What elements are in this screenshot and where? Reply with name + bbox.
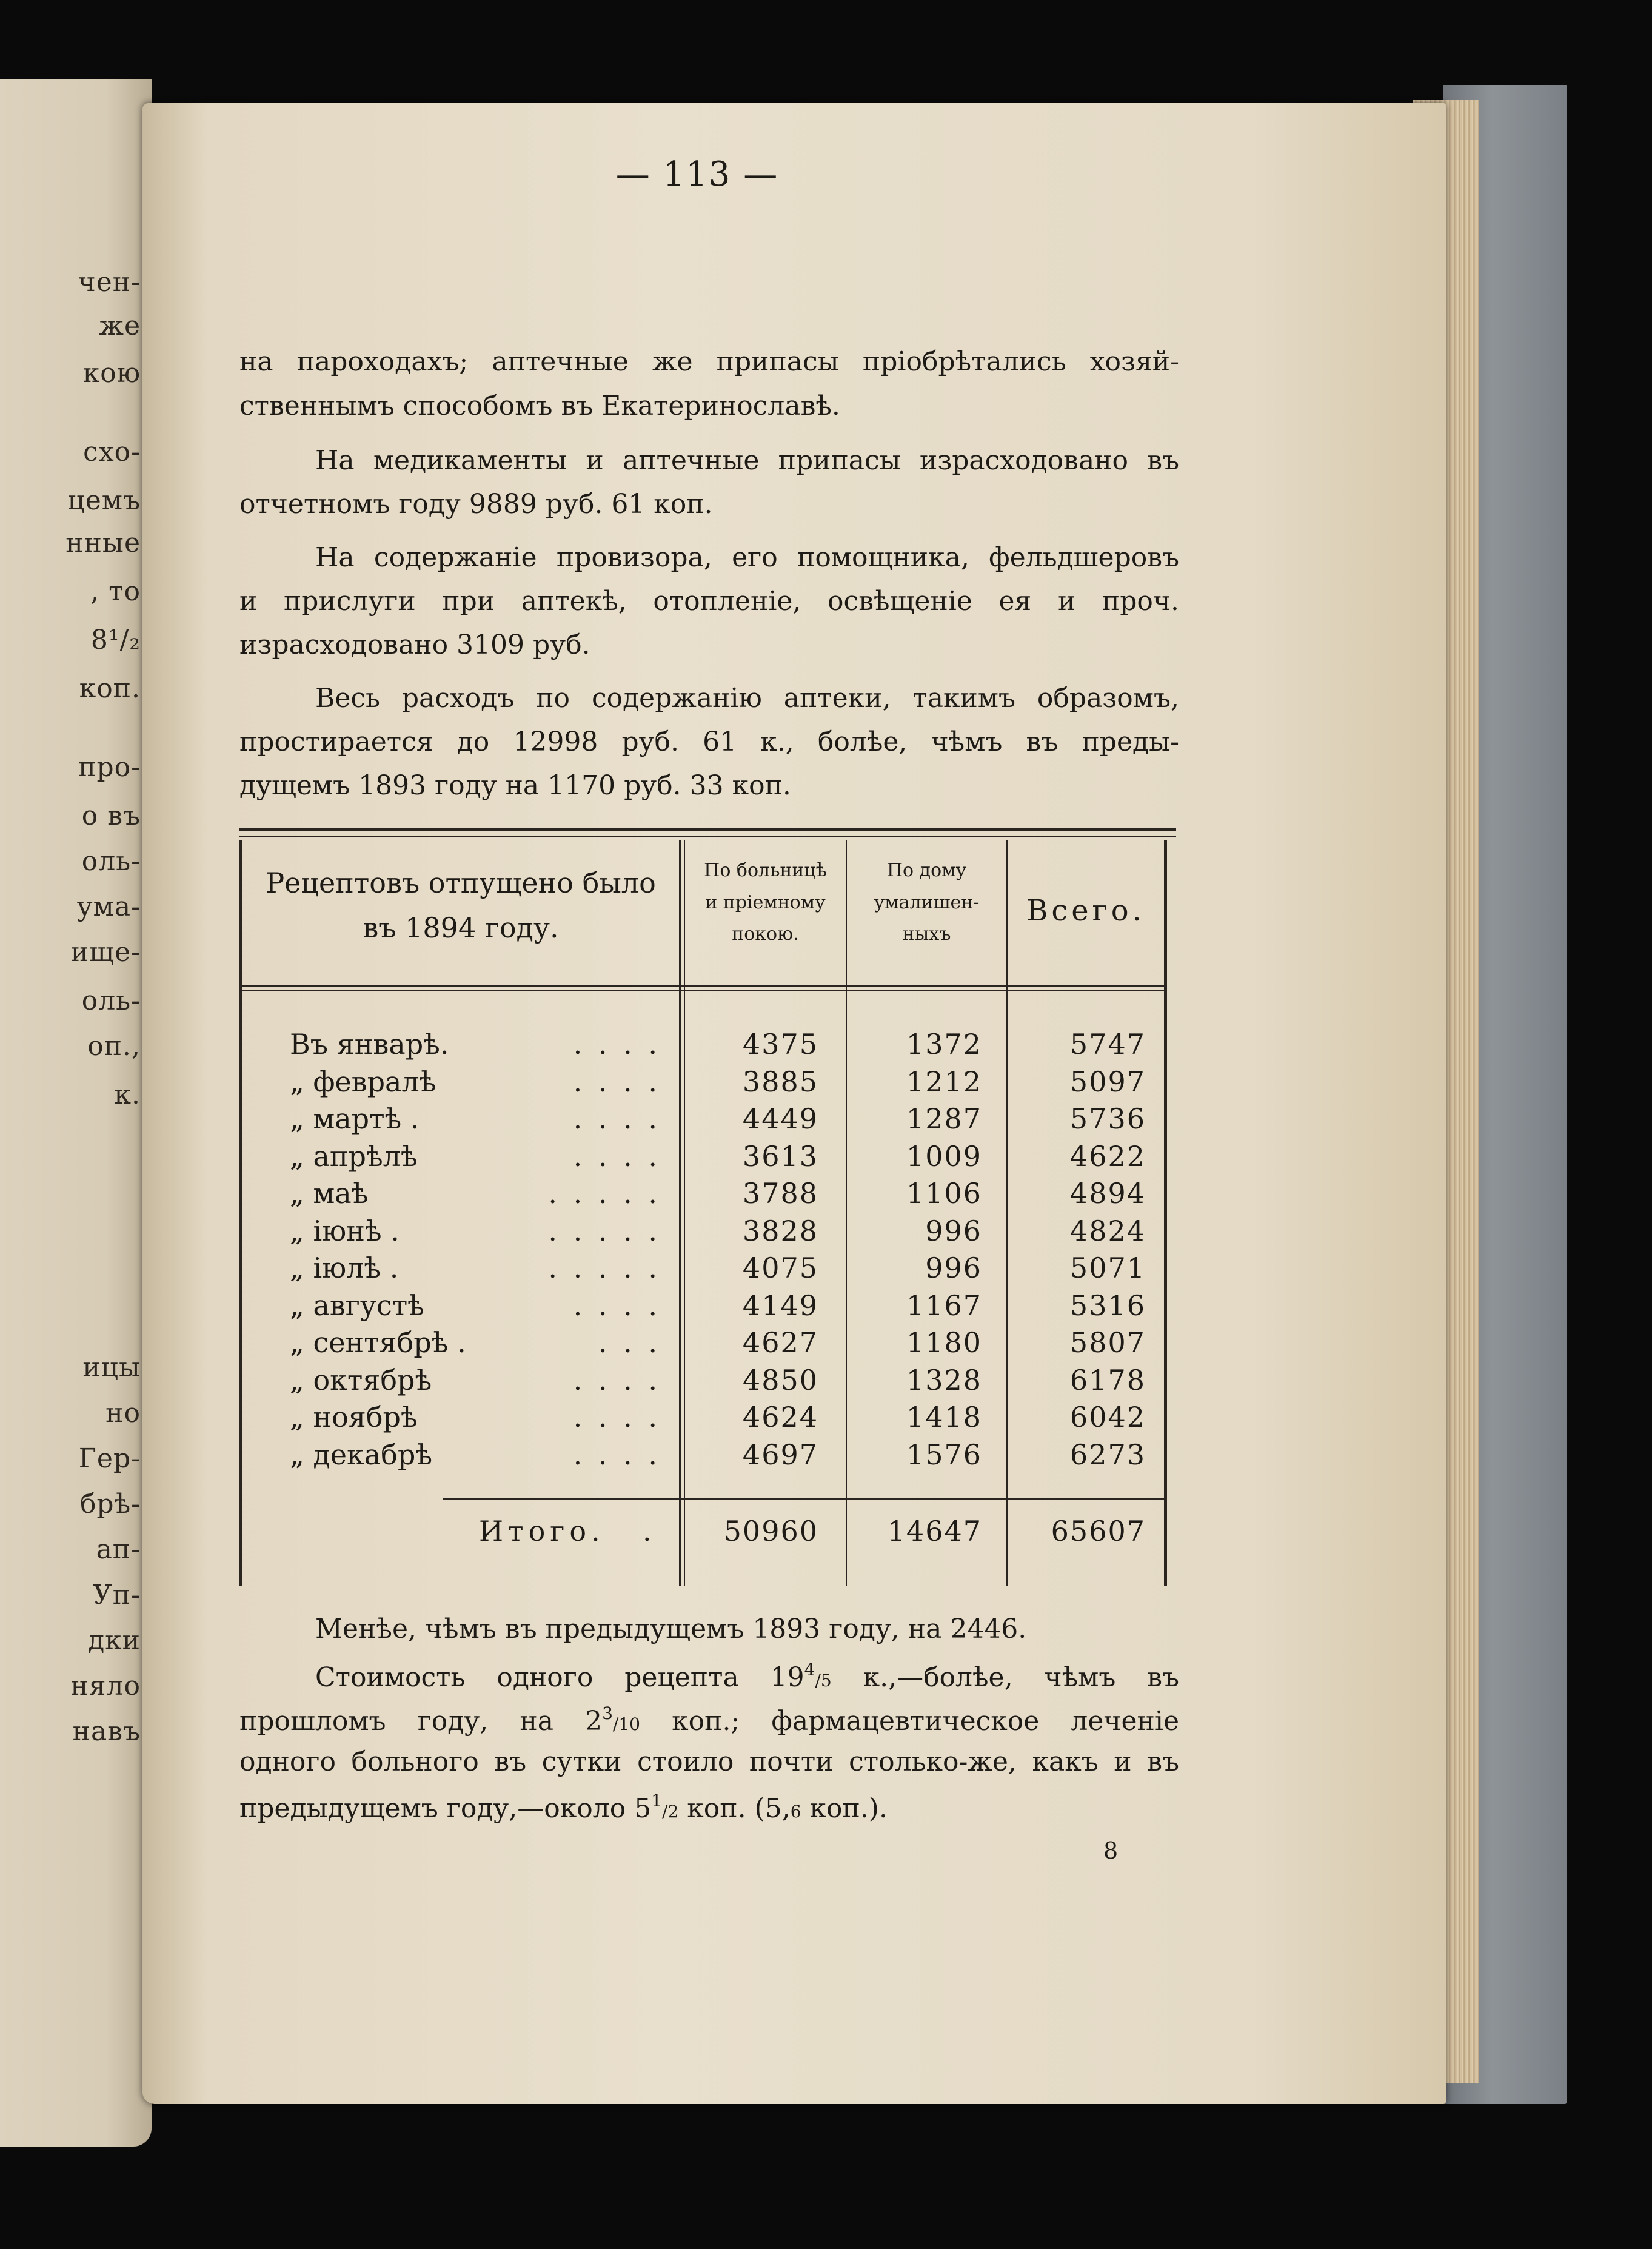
left-page-fragment: чен-	[78, 267, 141, 298]
fraction-num: 3	[602, 1703, 613, 1723]
fraction-den: /2	[662, 1802, 679, 1822]
left-page-fragment: но	[105, 1398, 141, 1429]
row-dots: . . . .	[573, 1102, 661, 1135]
table-header-label-line1: Рецептовъ отпущено было	[266, 866, 656, 899]
left-page-fragment: про-	[78, 752, 141, 783]
left-page-fragment: ума-	[76, 891, 141, 922]
table-header-hospital	[685, 855, 846, 951]
table-col-rule-1b	[684, 840, 685, 1586]
left-page-fragment: , то	[90, 576, 141, 607]
row-dots: . . .	[598, 1326, 661, 1359]
row-asylum: 996	[925, 1215, 982, 1247]
row-total: 6273	[1069, 1438, 1146, 1471]
table-left-rule	[239, 840, 242, 1586]
row-asylum: 1180	[906, 1326, 982, 1359]
paragraph-line: простирается до 12998 руб. 61 к., болѣе, чѣмъ въ преды-	[239, 726, 1179, 757]
row-dots: . . . .	[573, 1289, 661, 1322]
header-line: умалишен-	[874, 891, 980, 913]
paragraph-line: На содержаніе провизора, его помощника, фельдшеровъ	[315, 542, 1179, 573]
paragraph-line: израсходовано 3109 руб.	[239, 629, 590, 660]
table-header-rule	[239, 985, 1167, 987]
left-page-fragment: Уп-	[93, 1580, 141, 1610]
row-total: 6042	[1069, 1401, 1146, 1433]
row-hospital: 4697	[742, 1438, 818, 1471]
fraction-den: /5	[815, 1671, 832, 1691]
row-dots: . . . . .	[548, 1215, 661, 1247]
total-dot: .	[643, 1515, 652, 1547]
paragraph-line: одного больного въ сутки стоило почти столько-же, какъ и въ	[239, 1746, 1179, 1777]
row-hospital: 4850	[742, 1364, 818, 1396]
left-page-fragment: оп.,	[87, 1031, 141, 1062]
row-asylum: 1009	[906, 1140, 982, 1173]
text-span: прошломъ году, на 2	[239, 1706, 603, 1737]
table-col-rule-3	[1006, 840, 1008, 1586]
left-page-fragment: о въ	[81, 800, 141, 831]
table-total-rule	[443, 1498, 1167, 1500]
left-page-fragment: навъ	[72, 1716, 141, 1747]
left-page-fragment: кою	[82, 358, 141, 389]
row-dots: . . . . .	[548, 1252, 661, 1284]
row-hospital: 3885	[742, 1065, 818, 1098]
row-dots: . . . .	[573, 1065, 661, 1098]
row-hospital: 3828	[742, 1215, 818, 1247]
row-month: „ августѣ	[290, 1289, 424, 1322]
text-span: к.,—болѣе, чѣмъ въ	[831, 1662, 1180, 1693]
row-month: Въ январѣ.	[290, 1028, 449, 1061]
row-month: „ іюлѣ .	[290, 1252, 399, 1284]
row-month: „ декабрѣ	[290, 1438, 433, 1471]
row-hospital: 4375	[742, 1028, 818, 1061]
row-dots: . . . .	[573, 1140, 661, 1173]
row-total: 4622	[1069, 1140, 1146, 1173]
header-line: По больницѣ	[704, 860, 827, 881]
left-page-fragment: схо-	[83, 437, 141, 468]
row-dots: . . . .	[573, 1364, 661, 1396]
text-span: Стоимость одного рецепта 19	[315, 1662, 804, 1693]
row-total: 4824	[1069, 1215, 1146, 1247]
text-span: коп.).	[801, 1793, 888, 1824]
table-top-rule	[239, 828, 1176, 831]
row-asylum: 1418	[906, 1401, 982, 1433]
row-hospital: 4449	[742, 1102, 818, 1135]
paragraph-line: дущемъ 1893 году на 1170 руб. 33 коп.	[239, 770, 791, 801]
table-header-asylum	[847, 855, 1006, 951]
paragraph-line: отчетномъ году 9889 руб. 61 коп.	[239, 489, 713, 520]
row-asylum: 996	[925, 1252, 982, 1284]
paragraph-line	[315, 1661, 1179, 1691]
paragraph-line: Весь расходъ по содержанію аптеки, такимъ образомъ,	[315, 683, 1179, 714]
fraction-num: 4	[804, 1660, 815, 1680]
left-page-fragment: брѣ-	[79, 1489, 141, 1520]
paragraph-line	[239, 1792, 1179, 1822]
row-asylum: 1287	[906, 1102, 982, 1135]
left-page-fragment: цемъ	[67, 485, 141, 516]
row-month: „ мартѣ .	[290, 1102, 420, 1135]
row-hospital: 4149	[742, 1289, 818, 1322]
row-month: „ іюнѣ .	[290, 1215, 400, 1247]
paragraph-line: на пароходахъ; аптечные же припасы пріобрѣтались хозяй-	[239, 346, 1179, 377]
left-page-fragment: оль-	[81, 985, 141, 1016]
left-page-fragment: коп.	[79, 673, 141, 704]
row-total: 5097	[1069, 1065, 1146, 1098]
paragraph-line: На медикаменты и аптечные припасы израсходовано въ	[315, 445, 1179, 476]
row-hospital: 3613	[742, 1140, 818, 1173]
row-hospital: 4075	[742, 1252, 818, 1284]
text-span: коп.; фармацевтическое леченіе	[640, 1706, 1179, 1737]
table-right-rule	[1164, 840, 1167, 1586]
row-asylum: 1372	[906, 1028, 982, 1061]
fraction-num: 1	[651, 1791, 663, 1811]
paragraph-line: Менѣе, чѣмъ въ предыдущемъ 1893 году, на 2446.	[315, 1614, 1027, 1644]
paragraph-line: ственнымъ способомъ въ Екатеринославѣ.	[239, 390, 840, 421]
fraction-den: /10	[612, 1714, 640, 1734]
table-header-total: Всего.	[1026, 894, 1145, 928]
sheet-number: 8	[1103, 1837, 1119, 1864]
left-page-fragment: же	[99, 310, 141, 341]
row-month: „ октябрѣ	[290, 1364, 432, 1396]
row-total: 5747	[1069, 1028, 1146, 1061]
row-hospital: 3788	[742, 1177, 818, 1210]
row-dots: . . . .	[573, 1028, 661, 1061]
row-hospital: 4624	[742, 1401, 818, 1433]
left-page-fragment: ицы	[82, 1352, 141, 1383]
row-month: „ апрѣлѣ	[290, 1140, 418, 1173]
row-dots: . . . .	[573, 1438, 661, 1471]
table-header-label-line2: въ 1894 году.	[363, 911, 559, 944]
left-page-fragment: 8¹/₂	[90, 625, 141, 655]
text-span: предыдущемъ году,—около 5	[239, 1793, 652, 1824]
row-total: 5736	[1069, 1102, 1146, 1135]
header-line: По дому	[886, 860, 967, 881]
row-total: 4894	[1069, 1177, 1146, 1210]
header-line: и пріемному	[705, 891, 826, 913]
row-asylum: 1106	[906, 1177, 982, 1210]
row-month: „ февралѣ	[290, 1065, 436, 1098]
table-col-rule-1	[679, 840, 681, 1586]
left-page-fragment: ап-	[96, 1534, 141, 1565]
left-page-fragment: оль-	[81, 846, 141, 877]
left-page-fragment: нные	[65, 528, 141, 558]
left-page-fragment: ище-	[70, 937, 141, 968]
total-hospital: 50960	[723, 1515, 818, 1547]
header-line: ныхъ	[902, 923, 951, 945]
row-hospital: 4627	[742, 1326, 818, 1359]
left-page	[0, 79, 152, 2147]
row-month: „ ноябрѣ	[290, 1401, 418, 1433]
row-total: 5807	[1069, 1326, 1146, 1359]
row-month: „ сентябрѣ .	[290, 1326, 466, 1359]
row-total: 5071	[1069, 1252, 1146, 1284]
table-header-label	[246, 861, 676, 950]
row-month: „ маѣ	[290, 1177, 369, 1210]
row-asylum: 1167	[906, 1289, 982, 1322]
row-asylum: 1576	[906, 1438, 982, 1471]
table-col-rule-2	[846, 840, 847, 1586]
left-page-fragment: Гер-	[78, 1443, 141, 1474]
total-label: Итого.	[479, 1515, 605, 1547]
row-asylum: 1328	[906, 1364, 982, 1396]
decimal-digit: 6	[790, 1802, 801, 1822]
header-line: покою.	[732, 923, 799, 945]
row-dots: . . . . .	[548, 1177, 661, 1210]
table-header-rule-b	[239, 990, 1167, 991]
left-page-fragment: няло	[70, 1671, 141, 1701]
row-total: 6178	[1069, 1364, 1146, 1396]
text-span: коп. (5,	[678, 1793, 791, 1824]
left-page-fragment: к.	[114, 1079, 141, 1110]
row-asylum: 1212	[906, 1065, 982, 1098]
total-all: 65607	[1051, 1515, 1146, 1547]
total-asylum: 14647	[887, 1515, 982, 1547]
paragraph-line: и прислуги при аптекѣ, отопленіе, освѣщеніе ея и проч.	[239, 586, 1179, 617]
page-number: — 113 —	[615, 155, 779, 194]
row-total: 5316	[1069, 1289, 1146, 1322]
row-dots: . . . .	[573, 1401, 661, 1433]
paragraph-line	[239, 1705, 1179, 1735]
left-page-fragment: дки	[88, 1625, 141, 1656]
table-top-rule-thin	[239, 836, 1176, 837]
